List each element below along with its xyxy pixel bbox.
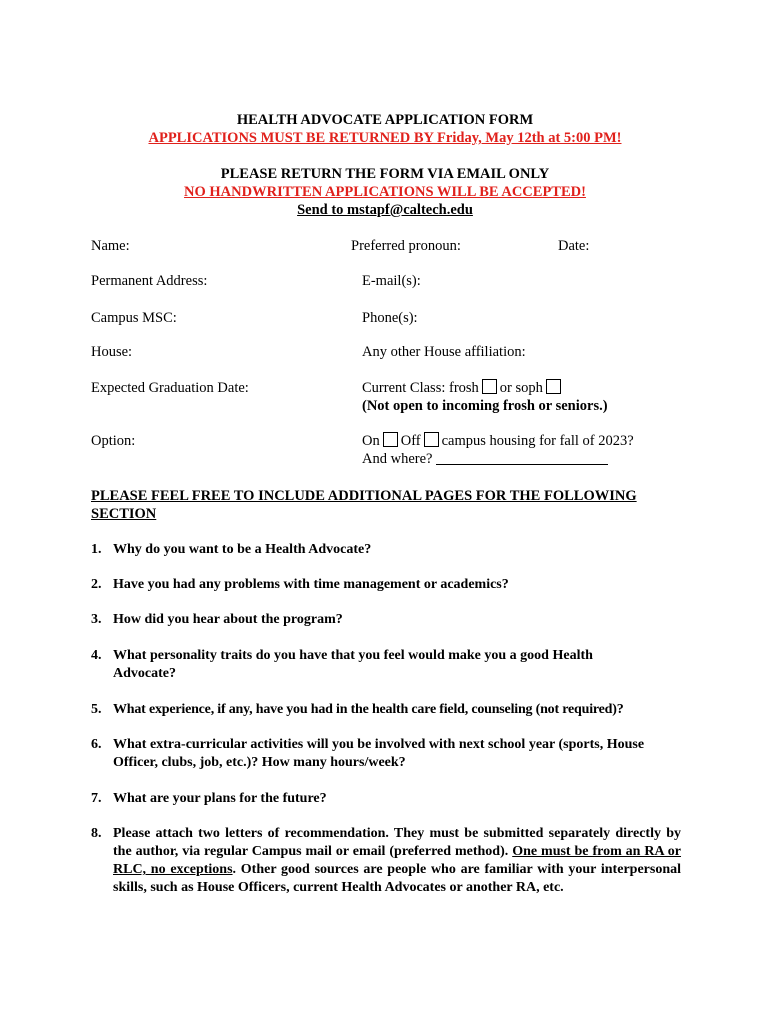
question-text: How did you hear about the program? xyxy=(113,612,343,627)
question-number: 6. xyxy=(91,737,102,752)
name-label: Name: xyxy=(91,238,130,254)
class-note: (Not open to incoming frosh or seniors.) xyxy=(362,398,608,414)
on-campus-checkbox[interactable] xyxy=(383,432,398,447)
question-text: What extra-curricular activities will you be involved with next school year (sports, House Officer, clubs, job, etc.)? How many hours/week? xyxy=(113,737,645,770)
question-number: 8. xyxy=(91,826,102,841)
where-label: And where? xyxy=(362,451,433,467)
recommendation-text: Please attach two letters of recommendation. They must be submitted separately directly by the author, via regular Campus mail or email (preferred method). xyxy=(113,826,681,859)
off-campus-checkbox[interactable] xyxy=(424,432,439,447)
where-blank-line[interactable] xyxy=(436,452,608,465)
question-8 xyxy=(91,825,681,897)
question-text: What personality traits do you have that you feel would make you a good Health Advocate? xyxy=(113,648,593,681)
question-2 xyxy=(91,576,681,594)
deadline-notice: APPLICATIONS MUST BE RETURNED BY Friday, May 12th at 5:00 PM! xyxy=(148,130,622,146)
question-number: 5. xyxy=(91,702,102,717)
off-label: Off xyxy=(400,433,421,449)
option-label: Option: xyxy=(91,433,136,449)
housing-row xyxy=(362,432,634,450)
class-soph-label: or soph xyxy=(499,380,543,396)
address-label: Permanent Address: xyxy=(91,273,208,289)
on-label: On xyxy=(362,433,380,449)
question-4 xyxy=(91,647,651,683)
question-number: 2. xyxy=(91,577,102,592)
question-text: Why do you want to be a Health Advocate? xyxy=(113,542,372,557)
no-handwritten-notice: NO HANDWRITTEN APPLICATIONS WILL BE ACCEPTED! xyxy=(184,184,586,200)
grad-date-label: Expected Graduation Date: xyxy=(91,380,249,396)
date-label: Date: xyxy=(558,238,590,254)
question-number: 1. xyxy=(91,542,102,557)
pronoun-label: Preferred pronoun: xyxy=(351,238,461,254)
question-number: 7. xyxy=(91,791,102,806)
question-number: 3. xyxy=(91,612,102,627)
question-text xyxy=(113,825,681,897)
recommendation-sources: . Other good sources are people who are familiar with your interpersonal skills, such as House Officers, current Health Advocates or another RA, etc. xyxy=(113,862,681,895)
current-class-row xyxy=(362,379,564,397)
msc-label: Campus MSC: xyxy=(91,310,177,326)
house-label: House: xyxy=(91,344,133,360)
question-3 xyxy=(91,611,681,629)
housing-question: campus housing for fall of 2023? xyxy=(441,433,634,449)
question-7 xyxy=(91,790,681,808)
return-method-notice: PLEASE RETURN THE FORM VIA EMAIL ONLY xyxy=(220,166,550,182)
question-text: What are your plans for the future? xyxy=(113,791,327,806)
phone-label: Phone(s): xyxy=(362,310,418,326)
send-to-email: Send to mstapf@caltech.edu xyxy=(297,202,473,218)
question-1 xyxy=(91,541,681,559)
question-6 xyxy=(91,736,681,772)
question-text: Have you had any problems with time management or academics? xyxy=(113,577,509,592)
section-heading: PLEASE FEEL FREE TO INCLUDE ADDITIONAL PAGES FOR THE FOLLOWING SECTION xyxy=(91,488,637,522)
recommendation-requirement: One must be from an RA or RLC, no exceptions xyxy=(113,844,682,877)
class-frosh-label: Current Class: frosh xyxy=(362,380,479,396)
frosh-checkbox[interactable] xyxy=(482,379,497,394)
soph-checkbox[interactable] xyxy=(546,379,561,394)
email-label: E-mail(s): xyxy=(362,273,421,289)
question-number: 4. xyxy=(91,648,102,663)
where-row xyxy=(362,450,608,468)
other-house-label: Any other House affiliation: xyxy=(362,344,526,360)
form-title: HEALTH ADVOCATE APPLICATION FORM xyxy=(236,112,534,128)
question-5 xyxy=(91,701,681,719)
question-text: What experience, if any, have you had in the health care field, counseling (not required)? xyxy=(113,702,624,717)
